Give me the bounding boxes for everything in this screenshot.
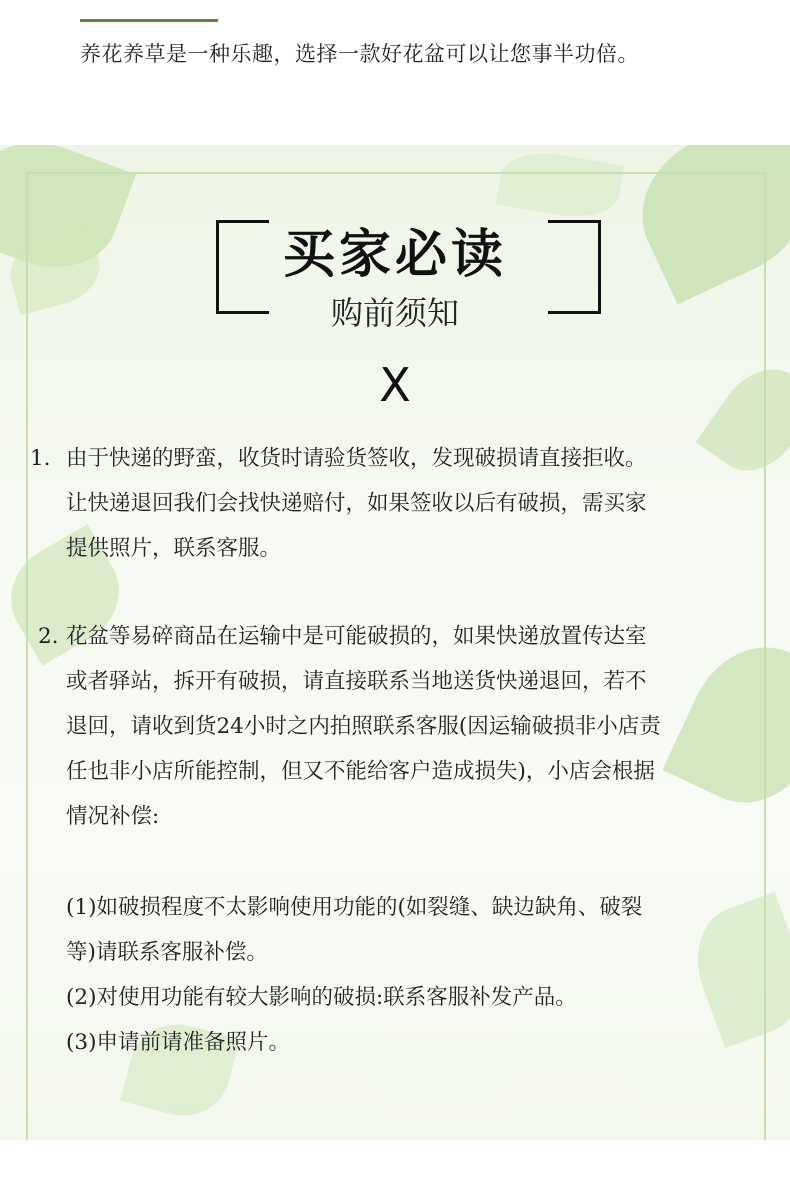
text-line: 退回，请收到货24小时之内拍照联系客服(因运输破损非小店责: [66, 714, 661, 739]
x-mark: X: [379, 358, 411, 412]
notice-subtitle: 购前须知: [330, 294, 459, 332]
sub-items-text: [66, 885, 642, 1065]
text-line: 提供照片，联系客服。: [66, 536, 282, 561]
text-line: 让快递退回我们会找快递赔付，如果签收以后有破损，需买家: [66, 491, 647, 516]
text-line: 情况补偿:: [66, 804, 160, 829]
item-1-text: [66, 436, 647, 571]
item-2-number: 2.: [38, 624, 59, 649]
text-line: 或者驿站，拆开有破损，请直接联系当地送货快递退回，若不: [66, 669, 647, 694]
tagline: 养花养草是一种乐趣，选择一款好花盆可以让您事半功倍。: [80, 42, 639, 66]
item-1-number: 1.: [30, 446, 51, 471]
text-line: (1)如破损程度不太影响使用功能的(如裂缝、缺边缺角、破裂: [66, 895, 643, 920]
notice-title: 买家必读: [282, 224, 507, 285]
text-line: 由于快递的野蛮，收货时请验货签收，发现破损请直接拒收。: [66, 446, 647, 471]
text-line: (2)对使用功能有较大影响的破损:联系客服补发产品。: [66, 985, 577, 1010]
top-accent-line: [80, 19, 218, 22]
item-2-text: [66, 614, 661, 839]
text-line: 任也非小店所能控制，但又不能给客户造成损失)，小店会根据: [66, 759, 655, 784]
text-line: (3)申请前请准备照片。: [66, 1030, 290, 1055]
text-line: 花盆等易碎商品在运输中是可能破损的，如果快递放置传达室: [66, 624, 647, 649]
text-line: 等)请联系客服补偿。: [66, 940, 268, 965]
